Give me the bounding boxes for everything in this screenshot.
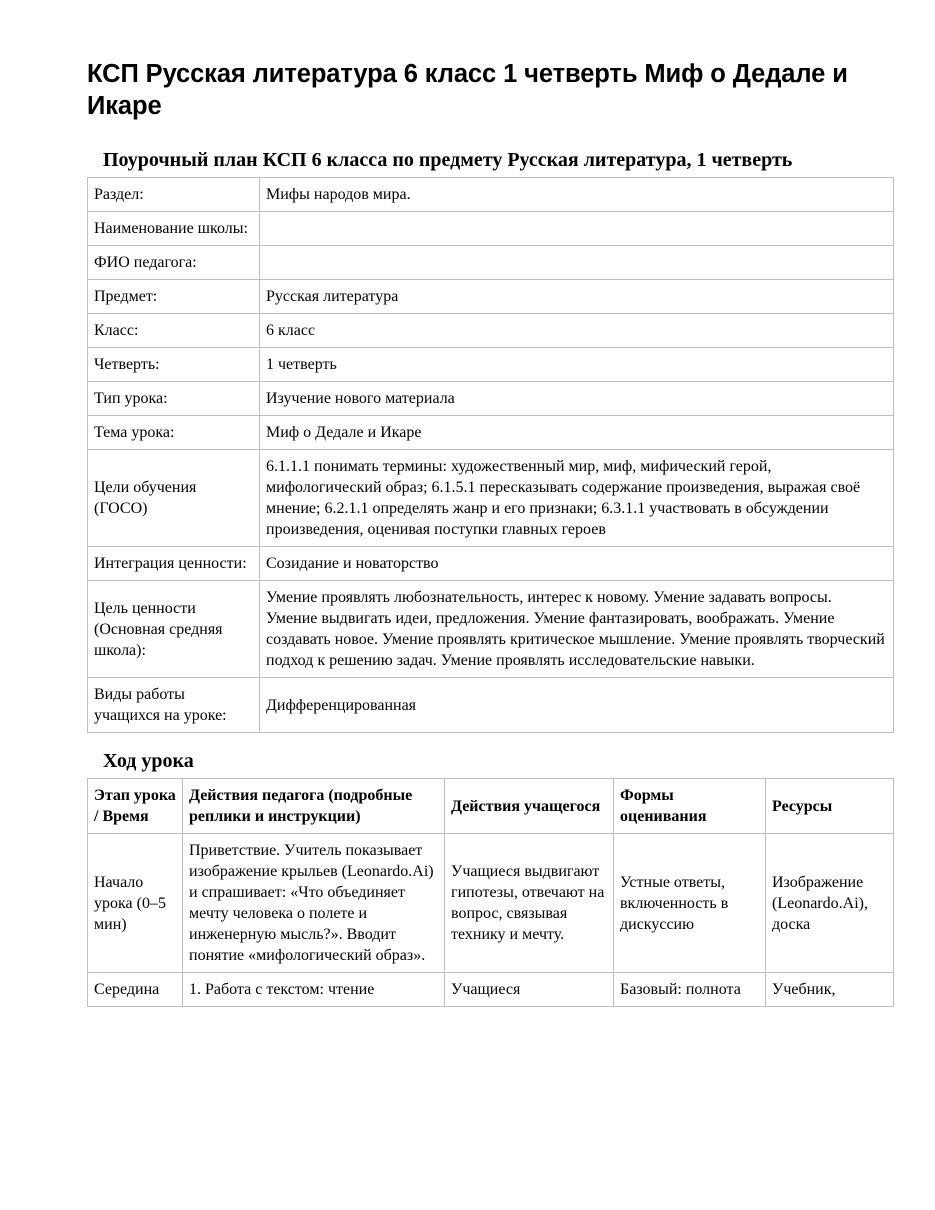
stage-cell: Начало урока (0–5 мин) xyxy=(88,834,183,973)
column-header-stage: Этап урока / Время xyxy=(88,779,183,834)
assessment-cell: Устные ответы, включенность в дискуссию xyxy=(614,834,766,973)
teacher-cell: 1. Работа с текстом: чтение xyxy=(183,973,445,1007)
teacher-cell: Приветствие. Учитель показывает изображение крыльев (Leonardo.Ai) и спрашивает: «Что объединяет мечту человека о полете и инженерную мысль?». Вводит понятие «мифологический образ». xyxy=(183,834,445,973)
table-row xyxy=(88,834,894,973)
column-header-teacher: Действия педагога (подробные реплики и инструкции) xyxy=(183,779,445,834)
info-label: Предмет: xyxy=(88,280,260,314)
info-label: ФИО педагога: xyxy=(88,246,260,280)
info-row-teacher xyxy=(88,246,894,280)
info-value: 6 класс xyxy=(260,314,894,348)
lesson-info-table xyxy=(87,177,894,733)
info-value: Мифы народов мира. xyxy=(260,178,894,212)
info-label: Наименование школы: xyxy=(88,212,260,246)
info-label: Интеграция ценности: xyxy=(88,547,260,581)
info-value: Миф о Дедале и Икаре xyxy=(260,416,894,450)
info-label: Четверть: xyxy=(88,348,260,382)
plan-heading: Поурочный план КСП 6 класса по предмету Русская литература, 1 четверть xyxy=(103,149,793,171)
info-row-quarter xyxy=(88,348,894,382)
info-row-subject xyxy=(88,280,894,314)
info-label: Тип урока: xyxy=(88,382,260,416)
info-row-topic xyxy=(88,416,894,450)
document-title: КСП Русская литература 6 класс 1 четверть Миф о Дедале и Икаре xyxy=(87,60,848,120)
info-value: Созидание и новаторство xyxy=(260,547,894,581)
resources-cell: Изображение (Leonardo.Ai), доска xyxy=(766,834,894,973)
column-header-assessment: Формы оценивания xyxy=(614,779,766,834)
info-value xyxy=(260,212,894,246)
info-label: Цели обучения (ГОСО) xyxy=(88,450,260,547)
info-value: 1 четверть xyxy=(260,348,894,382)
info-label: Цель ценности (Основная средняя школа): xyxy=(88,581,260,678)
document-page xyxy=(87,0,893,1007)
info-row-school xyxy=(88,212,894,246)
info-row-goals xyxy=(88,450,894,547)
info-value xyxy=(260,246,894,280)
column-header-student: Действия учащегося xyxy=(445,779,614,834)
table-row xyxy=(88,973,894,1007)
info-row-value-goal xyxy=(88,581,894,678)
lesson-progress-table xyxy=(87,778,894,1007)
stage-cell: Середина xyxy=(88,973,183,1007)
lesson-heading: Ход урока xyxy=(103,750,194,772)
info-row-values xyxy=(88,547,894,581)
info-value: Русская литература xyxy=(260,280,894,314)
info-label: Раздел: xyxy=(88,178,260,212)
info-value: Дифференцированная xyxy=(260,678,894,733)
info-row-lesson-type xyxy=(88,382,894,416)
info-row-section xyxy=(88,178,894,212)
info-label: Тема урока: xyxy=(88,416,260,450)
info-label: Класс: xyxy=(88,314,260,348)
info-value: 6.1.1.1 понимать термины: художественный мир, миф, мифический герой, мифологический образ; 6.1.5.1 пересказывать содержание произведения, выражая своё мнение; 6.2.1.1 определять жанр и его признаки; 6.3.1.1 участвовать в обсуждении произведения, оценивая поступки главных героев xyxy=(260,450,894,547)
info-row-work-types xyxy=(88,678,894,733)
info-value: Умение проявлять любознательность, интерес к новому. Умение задавать вопросы. Умение выдвигать идеи, предложения. Умение фантазировать, воображать. Умение создавать новое. Умение проявлять критическое мышление. Умение проявлять творческий подход к решению задач. Умение проявлять исследовательские навыки. xyxy=(260,581,894,678)
info-row-grade xyxy=(88,314,894,348)
info-label: Виды работы учащихся на уроке: xyxy=(88,678,260,733)
resources-cell: Учебник, xyxy=(766,973,894,1007)
lesson-header-row xyxy=(88,779,894,834)
student-cell: Учащиеся xyxy=(445,973,614,1007)
assessment-cell: Базовый: полнота xyxy=(614,973,766,1007)
info-value: Изучение нового материала xyxy=(260,382,894,416)
student-cell: Учащиеся выдвигают гипотезы, отвечают на вопрос, связывая технику и мечту. xyxy=(445,834,614,973)
column-header-resources: Ресурсы xyxy=(766,779,894,834)
